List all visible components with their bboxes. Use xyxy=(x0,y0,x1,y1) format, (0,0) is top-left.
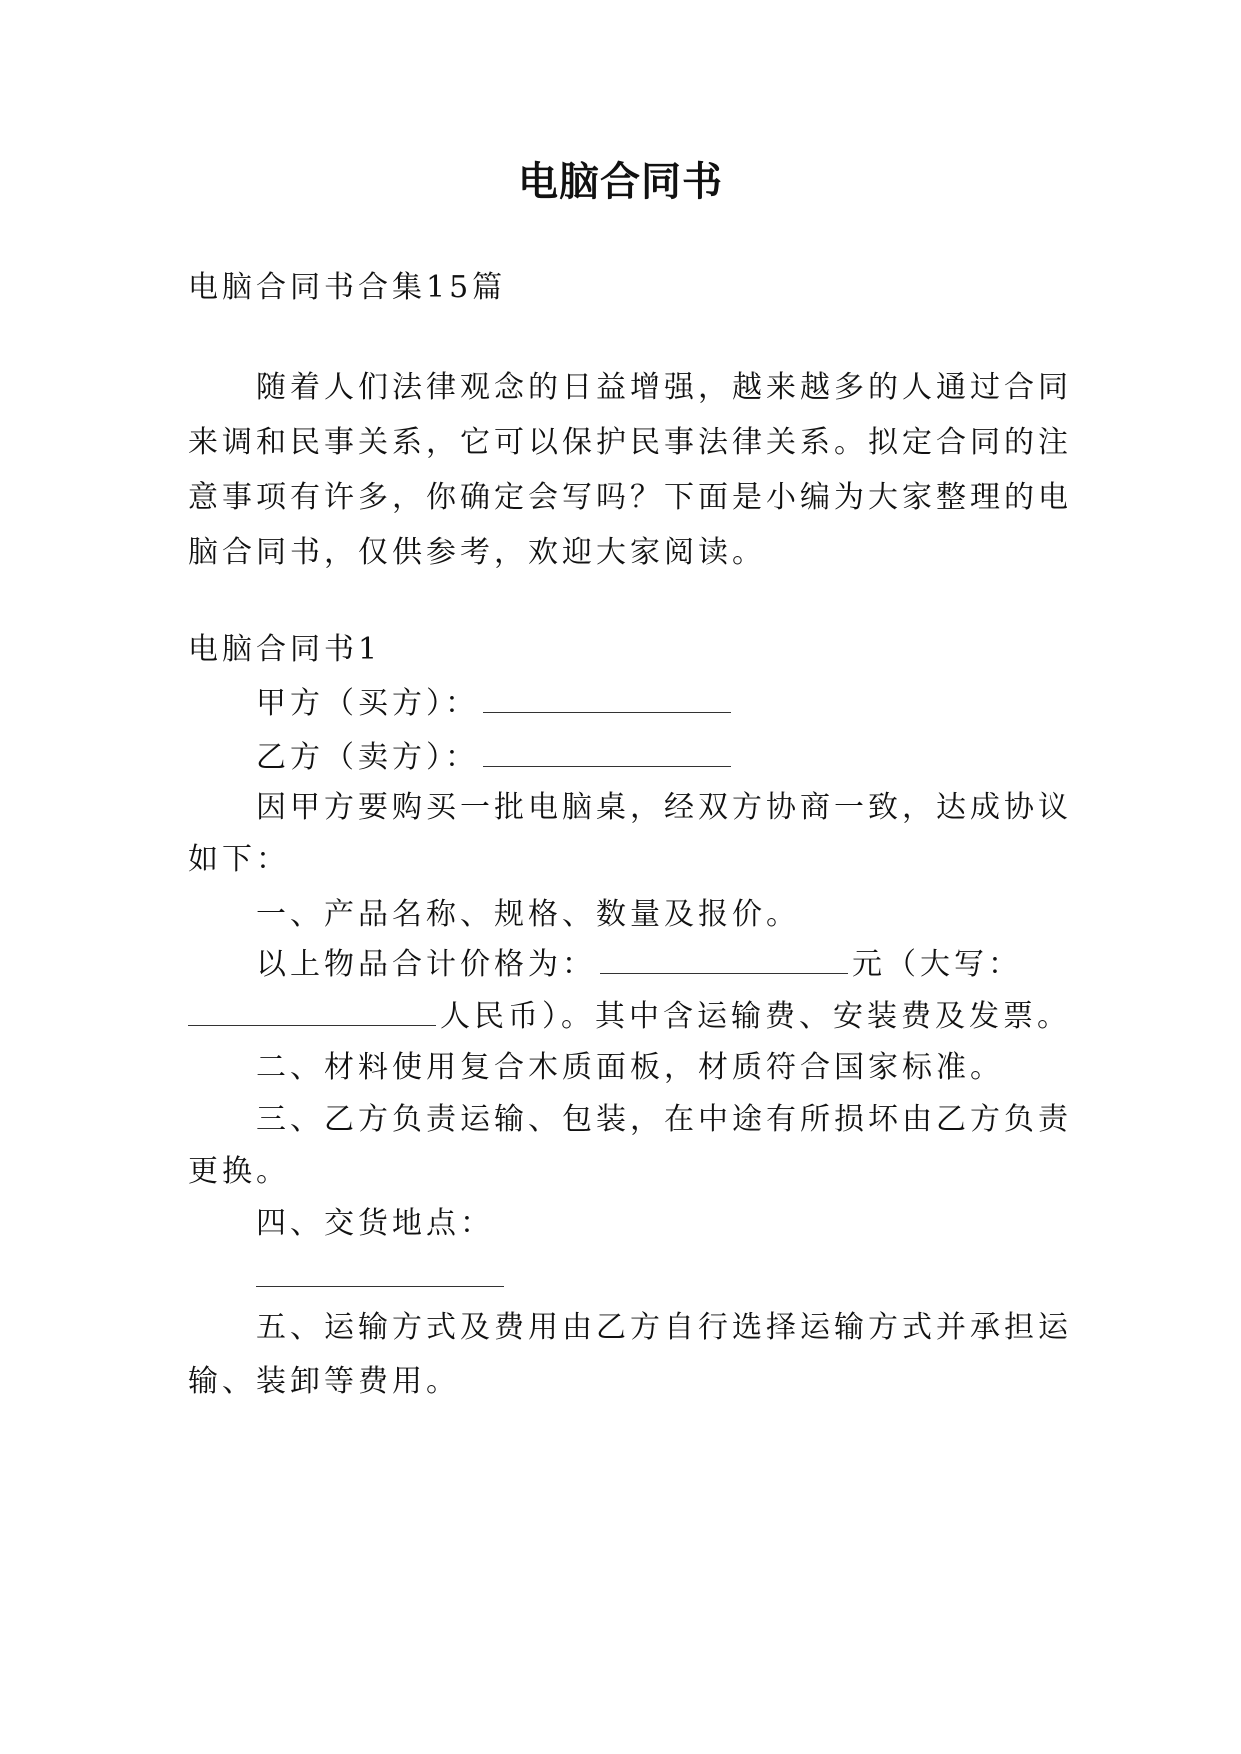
clause-1: 一、产品名称、规格、数量及报价。 xyxy=(256,897,800,932)
document-title: 电脑合同书 xyxy=(518,158,723,205)
party-b-blank xyxy=(483,738,731,767)
intro-line-1: 随着人们法律观念的日益增强，越来越多的人通过合同 xyxy=(256,370,1072,405)
party-a-label: 甲方（买方）： xyxy=(256,686,479,721)
clause-3-line-1: 三、乙方负责运输、包装，在中途有所损坏由乙方负责 xyxy=(256,1102,1072,1137)
preamble-line-1: 因甲方要购买一批电脑桌，经双方协商一致，达成协议 xyxy=(256,790,1072,825)
party-a-blank xyxy=(483,684,731,713)
price-suffix: 元（大写： xyxy=(852,947,1022,982)
clause-4: 四、交货地点： xyxy=(256,1206,494,1241)
party-b-label: 乙方（卖方）： xyxy=(256,740,479,775)
price-line2-suffix: 人民币）。其中含运输费、安装费及发票。 xyxy=(440,999,1071,1034)
section-heading: 电脑合同书1 xyxy=(188,632,382,667)
price-words-blank xyxy=(188,997,436,1026)
intro-line-4: 脑合同书，仅供参考，欢迎大家阅读。 xyxy=(188,535,766,570)
price-row-1 xyxy=(256,935,1068,995)
intro-line-3: 意事项有许多，你确定会写吗？下面是小编为大家整理的电 xyxy=(188,480,1072,515)
clause-5-line-1: 五、运输方式及费用由乙方自行选择运输方式并承担运 xyxy=(256,1310,1072,1345)
clause-2: 二、材料使用复合木质面板，材质符合国家标准。 xyxy=(256,1050,1004,1085)
delivery-location-blank xyxy=(256,1258,504,1287)
intro-line-2: 来调和民事关系，它可以保护民事法律关系。拟定合同的注 xyxy=(188,425,1072,460)
price-blank xyxy=(600,945,848,974)
clause-5-line-2: 输、装卸等费用。 xyxy=(188,1364,460,1399)
document-subtitle: 电脑合同书合集15篇 xyxy=(188,270,507,305)
party-a-row xyxy=(256,674,1068,734)
preamble-line-2: 如下： xyxy=(188,842,290,877)
price-prefix: 以上物品合计价格为： xyxy=(256,947,596,982)
clause-3-line-2: 更换。 xyxy=(188,1154,290,1189)
